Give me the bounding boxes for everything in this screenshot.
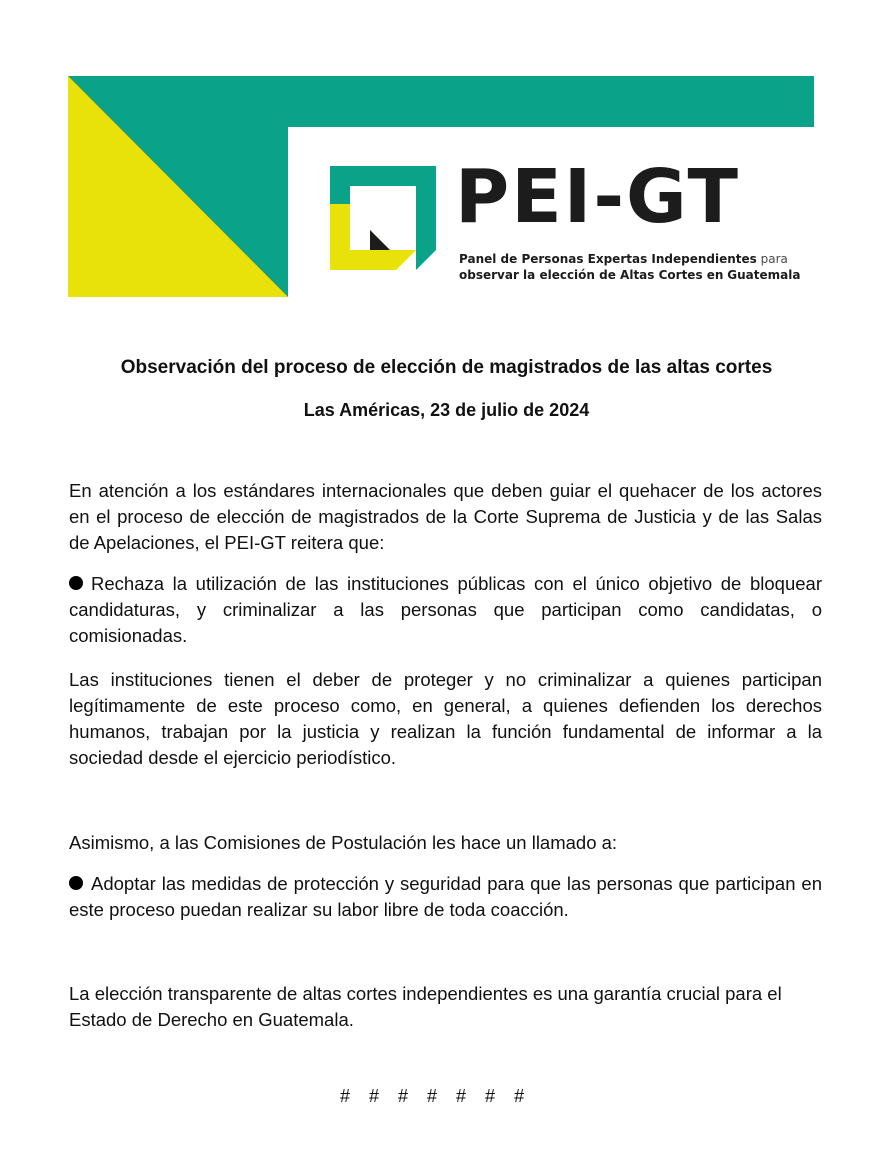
bullet-item-reject-text: Rechaza la utilización de las instituciones públicas con el único objetivo de bloquear candidaturas, y criminalizar a las personas que participan como candidatas, o comisionadas. [69,573,822,646]
paragraph-closing [69,981,822,1033]
bullet-item-reject [69,571,822,649]
paragraph-closing-text: La elección transparente de altas cortes independientes es una garantía crucial para el Estado de Derecho en Guatemala. [69,983,782,1030]
document-title: Observación del proceso de elección de magistrados de las altas cortes [120,357,773,378]
logo-subtitle-line1-bold: Panel de Personas Expertas Independientes [459,252,757,266]
logo-title: PEI-GT [455,154,740,240]
pei-gt-logo-icon [330,166,436,270]
paragraph-call [69,830,822,856]
end-marks: # # # # # # # [340,1086,532,1106]
bullet-dot-icon [69,876,83,890]
paragraph-institutions-text: Las instituciones tienen el deber de proteger y no criminalizar a quienes participan legítimamente de este proceso como, en general, a quienes defienden los derechos humanos, trabajan por la justicia y realizan la función fundamental de informar a la sociedad desde el ejercicio periodístico. [69,669,822,768]
paragraph-intro-text: En atención a los estándares internacionales que deben guiar el quehacer de los actores en el proceso de elección de magistrados de la Corte Suprema de Justicia y de las Salas de Apelaciones, el PEI-GT reitera que: [69,480,822,553]
logo-subtitle-line1-tail: para [760,252,788,266]
document-date: Las Américas, 23 de julio de 2024 [303,400,590,420]
paragraph-call-text: Asimismo, a las Comisiones de Postulación les hace un llamado a: [69,832,618,853]
logo-subtitle-line2: observar la elección de Altas Cortes en [459,268,724,282]
bullet-dot-icon [69,576,83,590]
logo-subtitle [459,251,800,283]
paragraph-intro [69,478,822,556]
paragraph-institutions [69,667,822,771]
bullet-item-measures-text: Adoptar las medidas de protección y seguridad para que las personas que participan en este proceso puedan realizar su labor libre de toda coacción. [69,873,822,920]
bullet-item-measures [69,871,822,923]
logo-subtitle-line2-bold: Guatemala [727,268,801,282]
